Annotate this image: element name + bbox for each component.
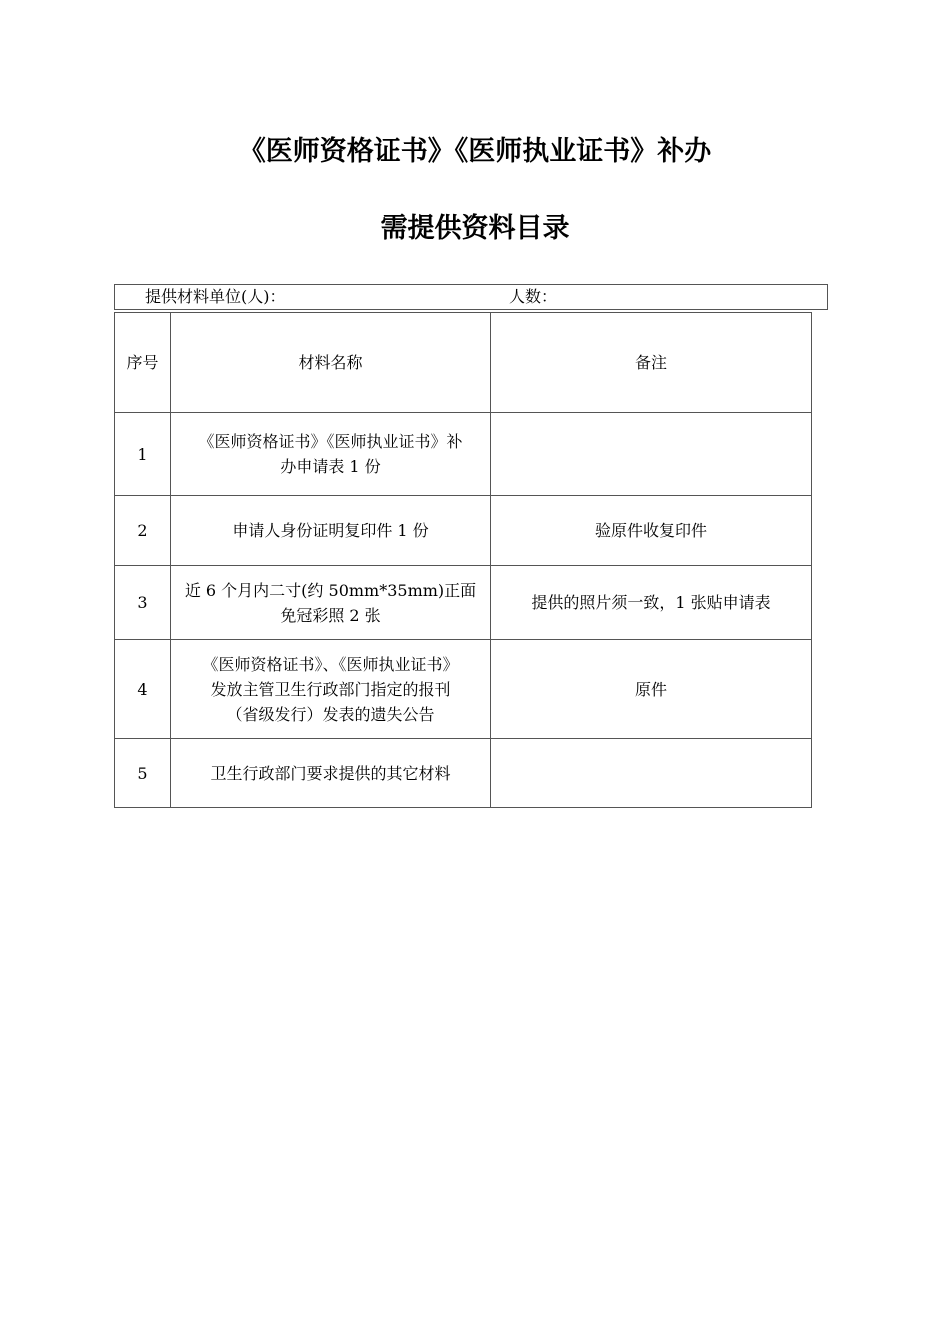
count-label: 人数：	[509, 287, 558, 306]
row-note	[491, 739, 812, 808]
unit-info-row	[114, 284, 828, 310]
table-header-row	[115, 313, 812, 413]
row-note: 原件	[491, 640, 812, 739]
row-name-line: 近 6 个月内二寸(约 50mm*35mm)正面	[184, 580, 477, 600]
header-name: 材料名称	[171, 313, 491, 413]
unit-label: 提供材料单位(人)：	[145, 287, 286, 306]
row-index: 4	[115, 640, 171, 739]
row-index: 3	[115, 566, 171, 640]
table-row	[115, 496, 812, 566]
table-row	[115, 640, 812, 739]
page-title: 《医师资格证书》《医师执业证书》补办	[238, 136, 712, 167]
table-row	[115, 739, 812, 808]
row-name-line: 发放主管卫生行政部门指定的报刊	[210, 679, 451, 699]
row-name	[171, 496, 491, 566]
row-name	[171, 739, 491, 808]
row-name	[171, 413, 491, 496]
row-note: 提供的照片须一致，1 张贴申请表	[491, 566, 812, 640]
table-row	[115, 413, 812, 496]
row-index: 5	[115, 739, 171, 808]
materials-table	[114, 312, 812, 808]
header-index: 序号	[115, 313, 171, 413]
row-index: 1	[115, 413, 171, 496]
row-name-line: 《医师资格证书》《医师执业证书》补	[198, 432, 463, 451]
row-name-line: （省级发行）发表的遗失公告	[226, 704, 435, 724]
row-name	[171, 566, 491, 640]
row-name-line: 申请人身份证明复印件 1 份	[232, 521, 429, 540]
row-name-line: 卫生行政部门要求提供的其它材料	[210, 763, 451, 783]
row-index: 2	[115, 496, 171, 566]
header-note: 备注	[491, 313, 812, 413]
row-name-line: 《医师资格证书》、《医师执业证书》	[202, 654, 459, 674]
row-name-line: 免冠彩照 2 张	[280, 605, 381, 625]
row-note	[491, 413, 812, 496]
row-note: 验原件收复印件	[491, 496, 812, 566]
row-name	[171, 640, 491, 739]
row-name-line: 办申请表 1 份	[280, 457, 381, 476]
page-subtitle: 需提供资料目录	[380, 213, 570, 244]
table-row	[115, 566, 812, 640]
